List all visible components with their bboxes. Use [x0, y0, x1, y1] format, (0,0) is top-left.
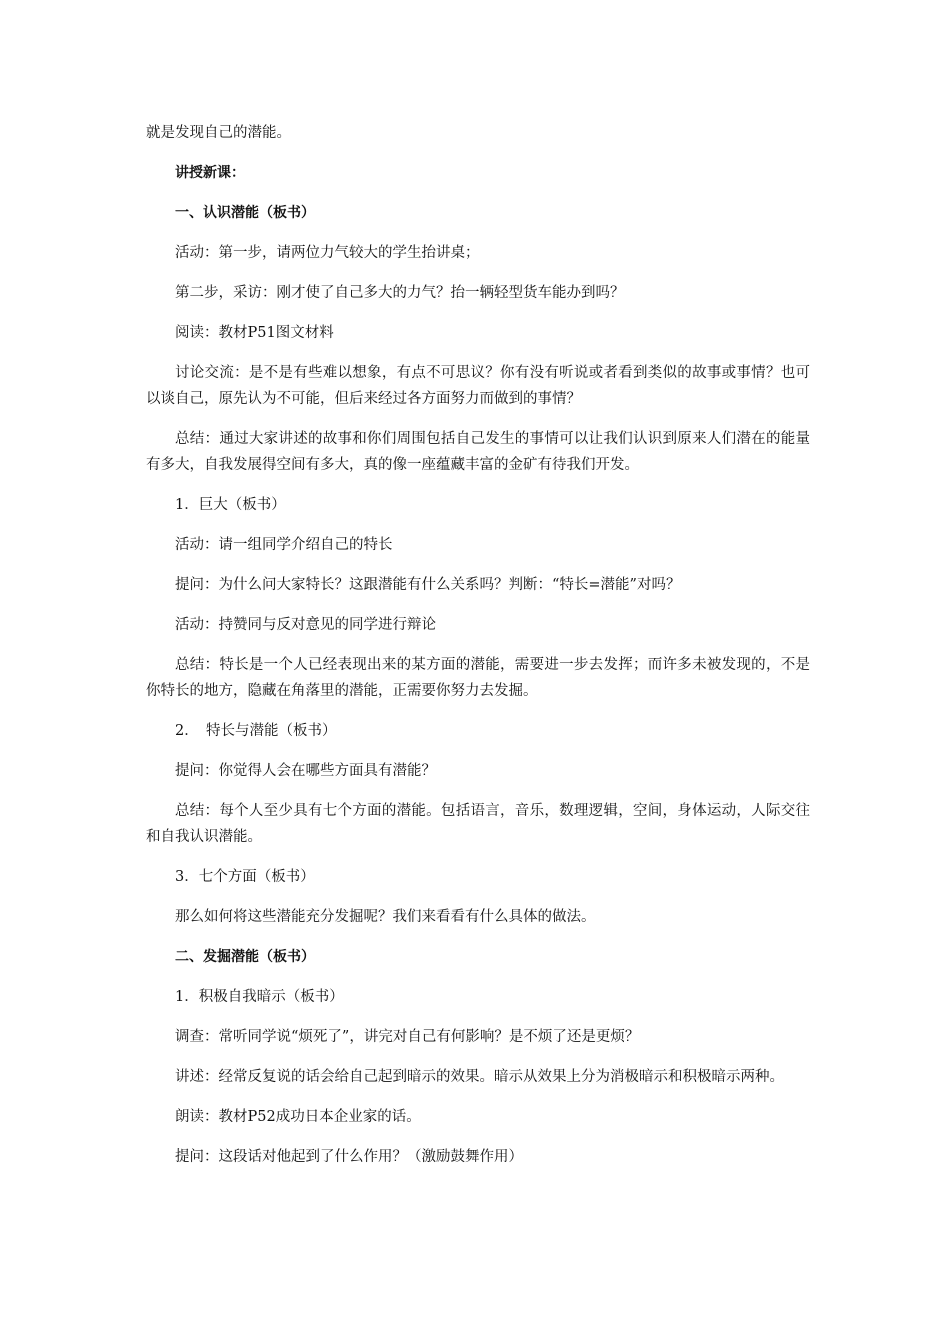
section-heading-know-potential: 一、认识潜能（板书）	[175, 205, 315, 221]
paragraph-survey: 调查：常听同学说“烦死了”，讲完对自己有何影响？是不烦了还是更烦？	[175, 1029, 640, 1045]
paragraph-summary-2: 总结：特长是一个人已经表现出来的某方面的潜能，需要进一步去发挥；而许多未被发现的，不是你特长的地方，隐藏在角落里的潜能，正需要你努力去发掘。	[146, 657, 810, 699]
paragraph-reading-1: 阅读：教材P51图文材料	[175, 325, 334, 341]
paragraph-summary-3: 总结：每个人至少具有七个方面的潜能。包括语言，音乐，数理逻辑，空间，身体运动，人际交往和自我认识潜能。	[146, 803, 810, 845]
list-item-seven-aspects: 3．七个方面（板书）	[175, 869, 315, 885]
section-heading-new-lesson: 讲授新课：	[175, 165, 245, 181]
paragraph-question-2: 提问：你觉得人会在哪些方面具有潜能？	[175, 763, 436, 779]
list-item-self-suggestion: 1．积极自我暗示（板书）	[175, 989, 344, 1005]
section-heading-explore-potential: 二、发掘潜能（板书）	[175, 949, 315, 965]
paragraph-activity-3: 活动：持赞同与反对意见的同学进行辩论	[175, 617, 436, 633]
paragraph-question-3: 提问：这段话对他起到了什么作用？（激励鼓舞作用）	[175, 1149, 523, 1165]
paragraph-lecture: 讲述：经常反复说的话会给自己起到暗示的效果。暗示从效果上分为消极暗示和积极暗示两种。	[175, 1069, 784, 1085]
paragraph-summary-1: 总结：通过大家讲述的故事和你们周围包括自己发生的事情可以让我们认识到原来人们潜在的能量有多大，自我发展得空间有多大，真的像一座蕴藏丰富的金矿有待我们开发。	[146, 431, 810, 473]
paragraph-transition: 那么如何将这些潜能充分发掘呢？我们来看看有什么具体的做法。	[175, 909, 596, 925]
paragraph-reading-2: 朗读：教材P52成功日本企业家的话。	[175, 1109, 421, 1125]
paragraph-question-1: 提问：为什么问大家特长？这跟潜能有什么关系吗？判断：“特长=潜能”对吗？	[175, 577, 681, 593]
paragraph-discussion: 讨论交流：是不是有些难以想象，有点不可思议？你有没有听说或者看到类似的故事或事情？也可以谈自己，原先认为不可能，但后来经过各方面努力而做到的事情？	[146, 365, 810, 407]
paragraph-activity-2: 活动：请一组同学介绍自己的特长	[175, 537, 393, 553]
document-body	[146, 120, 810, 1184]
list-item-specialty: 2． 特长与潜能（板书）	[175, 723, 337, 739]
paragraph-1: 就是发现自己的潜能。	[146, 125, 291, 141]
paragraph-step-2: 第二步，采访：刚才使了自己多大的力气？抬一辆轻型货车能办到吗？	[175, 285, 625, 301]
paragraph-activity-1: 活动：第一步，请两位力气较大的学生抬讲桌；	[175, 245, 480, 261]
list-item-huge: 1．巨大（板书）	[175, 497, 286, 513]
